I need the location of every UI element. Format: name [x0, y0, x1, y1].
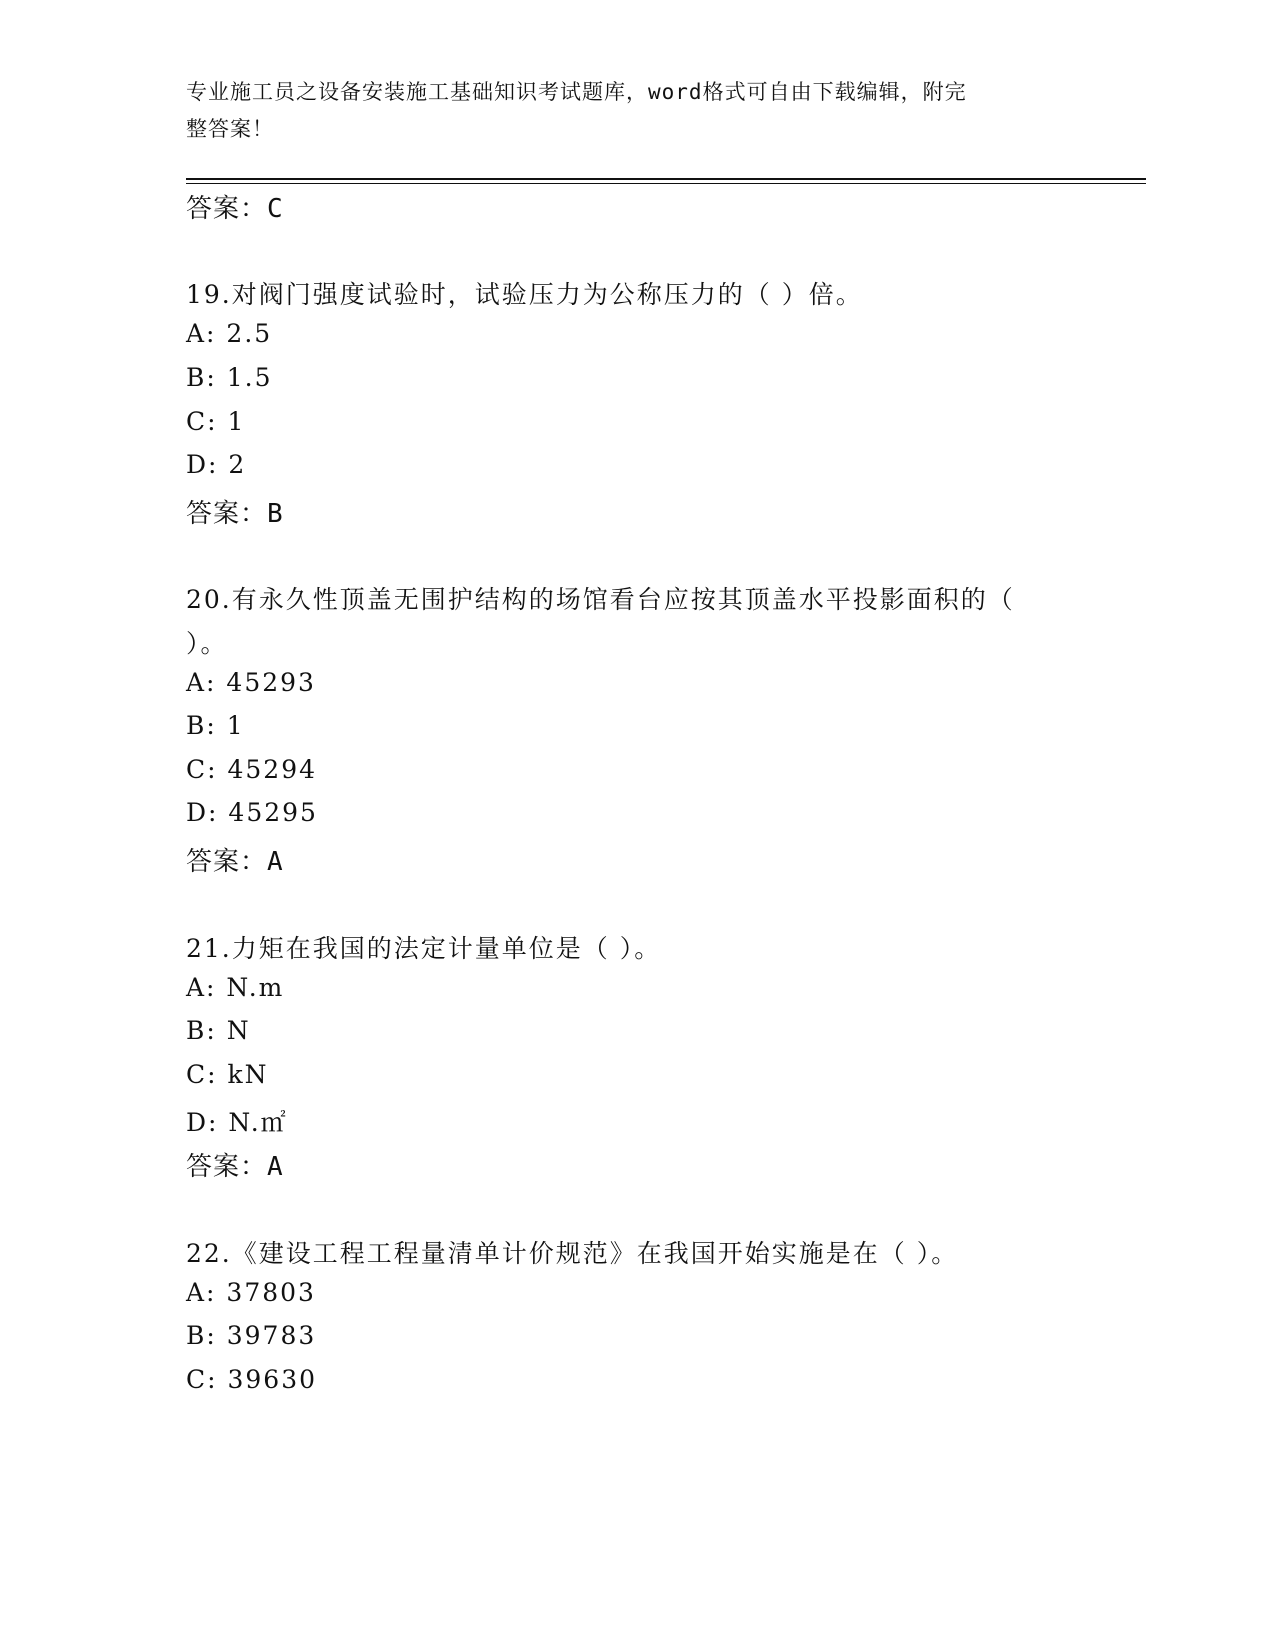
question-20-option-d: D: 45295 — [186, 798, 318, 827]
question-21-option-b: B: N — [186, 1016, 251, 1045]
question-20-stem-line-2: ）。 — [186, 629, 228, 658]
question-20-option-b: B: 1 — [186, 711, 245, 740]
question-19-option-c: C: 1 — [186, 407, 246, 436]
header-line-1: 专业施工员之设备安装施工基础知识考试题库，word格式可自由下载编辑，附完 — [186, 80, 967, 104]
header-divider-thick — [186, 178, 1146, 180]
header-line-2: 整答案！ — [186, 117, 274, 141]
question-21-option-d: D: N.㎡ — [186, 1108, 288, 1137]
question-20-answer: 答案：A — [186, 847, 284, 877]
question-21-stem: 21.力矩在我国的法定计量单位是（ ）。 — [186, 934, 662, 963]
question-19-option-d: D: 2 — [186, 450, 247, 479]
question-21-option-a: A: N.m — [186, 973, 285, 1002]
question-22-option-c: C: 39630 — [186, 1365, 318, 1394]
question-22-option-b: B: 39783 — [186, 1321, 317, 1350]
question-20-stem-line-1: 20.有永久性顶盖无围护结构的场馆看台应按其顶盖水平投影面积的（ — [186, 585, 1015, 614]
question-19-option-a: A: 2.5 — [186, 319, 273, 348]
question-22-option-a: A: 37803 — [186, 1278, 316, 1307]
question-20-option-c: C: 45294 — [186, 755, 318, 784]
document-header — [186, 74, 1066, 148]
previous-answer: 答案：C — [186, 194, 284, 224]
question-19-option-b: B: 1.5 — [186, 363, 273, 392]
question-19-stem: 19.对阀门强度试验时，试验压力为公称压力的（ ）倍。 — [186, 280, 863, 309]
question-21-answer: 答案：A — [186, 1152, 284, 1182]
question-20-option-a: A: 45293 — [186, 668, 316, 697]
question-22-stem: 22.《建设工程工程量清单计价规范》在我国开始实施是在（ ）。 — [186, 1239, 959, 1268]
header-divider-thin — [186, 183, 1146, 184]
question-19-answer: 答案：B — [186, 499, 284, 529]
question-21-option-c: C: kN — [186, 1060, 269, 1089]
